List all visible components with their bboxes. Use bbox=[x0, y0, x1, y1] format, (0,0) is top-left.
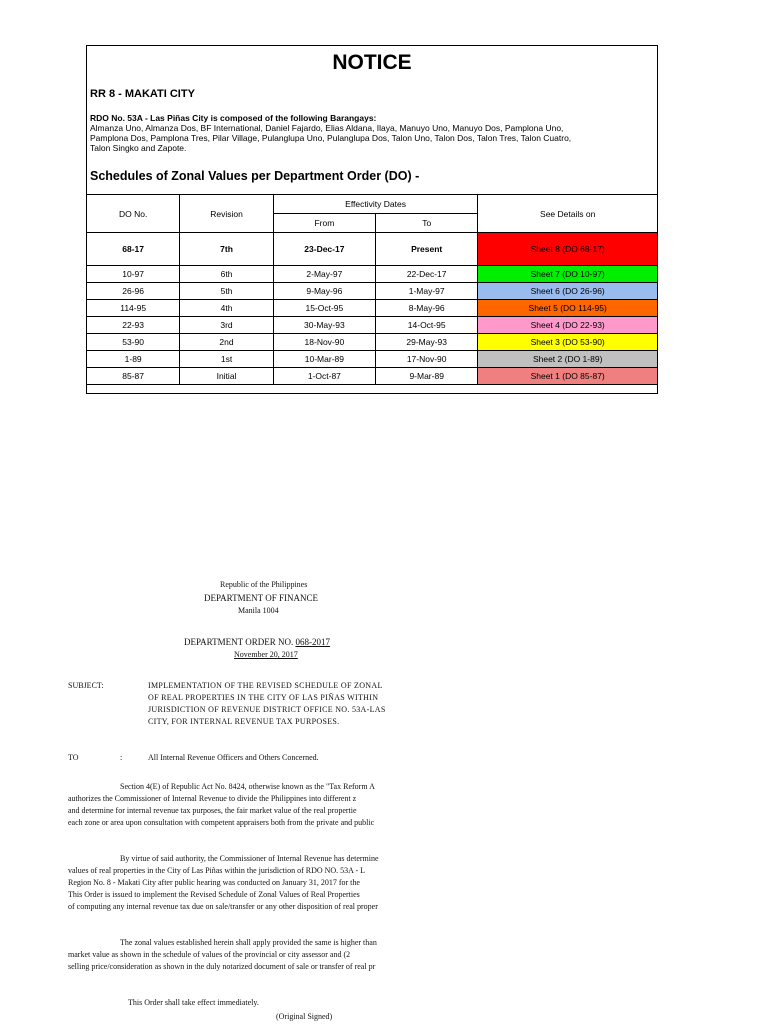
from-date-cell: 23-Dec-17 bbox=[273, 233, 375, 266]
to-label: TO bbox=[68, 753, 79, 762]
to-date-cell: Present bbox=[376, 233, 478, 266]
department-order-scan bbox=[62, 575, 494, 1024]
to-date-cell: 29-May-93 bbox=[376, 334, 478, 351]
from-date-cell: 15-Oct-95 bbox=[273, 300, 375, 317]
order-number-line bbox=[184, 636, 330, 648]
paragraph-line: each zone or area upon consultation with competent appraisers both from the private and public bbox=[68, 818, 375, 827]
paragraph-line: and determine for internal revenue tax purposes, the fair market value of the real propertie bbox=[68, 806, 357, 815]
sheet-link-cell[interactable]: Sheet 5 (DO 114-95) bbox=[478, 300, 658, 317]
header-from: From bbox=[273, 214, 375, 233]
from-date-cell: 2-May-97 bbox=[273, 266, 375, 283]
do-number-cell: 53-90 bbox=[87, 334, 180, 351]
barangay-line: Almanza Uno, Almanza Dos, BF International, Daniel Fajardo, Elias Aldana, Ilaya, Manuyo Uno, Manuyo Dos, Pamplona Uno, bbox=[90, 123, 564, 133]
to-colon: : bbox=[120, 753, 123, 762]
order-date: November 20, 2017 bbox=[234, 650, 298, 659]
paragraph-line: Region No. 8 - Makati City after public hearing was conducted on January 31, 2017 for the bbox=[68, 878, 360, 887]
from-date-cell: 18-Nov-90 bbox=[273, 334, 375, 351]
sheet-link-cell[interactable]: Sheet 8 (DO 68-17) bbox=[478, 233, 658, 266]
header-to: To bbox=[376, 214, 478, 233]
header-details: See Details on bbox=[478, 195, 658, 233]
do-number-cell: 22-93 bbox=[87, 317, 180, 334]
to-date-cell: 17-Nov-90 bbox=[376, 351, 478, 368]
table-row bbox=[87, 368, 658, 385]
sheet-link-cell[interactable]: Sheet 1 (DO 85-87) bbox=[478, 368, 658, 385]
from-date-cell: 30-May-93 bbox=[273, 317, 375, 334]
from-date-cell: 1-Oct-87 bbox=[273, 368, 375, 385]
table-row bbox=[87, 351, 658, 368]
do-number-cell: 85-87 bbox=[87, 368, 180, 385]
order-number-prefix: DEPARTMENT ORDER NO. bbox=[184, 637, 294, 647]
paragraph-line: By virtue of said authority, the Commissioner of Internal Revenue has determine bbox=[120, 854, 379, 863]
paragraph-line: Section 4(E) of Republic Act No. 8424, otherwise known as the "Tax Reform A bbox=[120, 782, 375, 791]
original-signed: (Original Signed) bbox=[276, 1012, 333, 1021]
to-date-cell: 1-May-97 bbox=[376, 283, 478, 300]
zonal-values-table bbox=[86, 194, 658, 385]
schedules-heading: Schedules of Zonal Values per Department Order (DO) - bbox=[90, 169, 420, 183]
paragraph-line: of computing any internal revenue tax due on sale/transfer or any other disposition of real proper bbox=[68, 902, 378, 911]
order-number: 068-2017 bbox=[295, 637, 330, 647]
notice-box bbox=[86, 45, 658, 394]
department-line: DEPARTMENT OF FINANCE bbox=[204, 593, 318, 603]
subject-line: CITY, FOR INTERNAL REVENUE TAX PURPOSES. bbox=[148, 717, 340, 726]
barangay-list bbox=[90, 123, 654, 153]
revision-cell: 7th bbox=[180, 233, 273, 266]
paragraph-line: The zonal values established herein shall apply provided the same is higher than bbox=[120, 938, 377, 947]
revision-cell: 5th bbox=[180, 283, 273, 300]
paragraph-line: This Order is issued to implement the Revised Schedule of Zonal Values of Real Properties bbox=[68, 890, 360, 899]
do-number-cell: 26-96 bbox=[87, 283, 180, 300]
table-row bbox=[87, 233, 658, 266]
revision-cell: Initial bbox=[180, 368, 273, 385]
revision-cell: 3rd bbox=[180, 317, 273, 334]
revision-cell: 6th bbox=[180, 266, 273, 283]
do-number-cell: 1-89 bbox=[87, 351, 180, 368]
effectivity-paragraph: This Order shall take effect immediately. bbox=[128, 998, 259, 1007]
sheet-link-cell[interactable]: Sheet 6 (DO 26-96) bbox=[478, 283, 658, 300]
header-do-no: DO No. bbox=[87, 195, 180, 233]
republic-line: Republic of the Philippines bbox=[220, 580, 308, 589]
subject-label: SUBJECT: bbox=[68, 681, 104, 690]
revision-cell: 1st bbox=[180, 351, 273, 368]
table-row bbox=[87, 300, 658, 317]
sheet-link-cell[interactable]: Sheet 2 (DO 1-89) bbox=[478, 351, 658, 368]
rdo-heading: RDO No. 53A - Las Piñas City is composed of the following Barangays: bbox=[90, 113, 377, 123]
paragraph-line: selling price/consideration as shown in the duly notarized document of sale or transfer of real pr bbox=[68, 962, 376, 971]
to-date-cell: 9-Mar-89 bbox=[376, 368, 478, 385]
subject-line: IMPLEMENTATION OF THE REVISED SCHEDULE OF ZONAL bbox=[148, 681, 383, 690]
notice-title: NOTICE bbox=[332, 51, 412, 74]
revision-cell: 4th bbox=[180, 300, 273, 317]
revision-cell: 2nd bbox=[180, 334, 273, 351]
sheet-link-cell[interactable]: Sheet 4 (DO 22-93) bbox=[478, 317, 658, 334]
paragraph-line: values of real properties in the City of Las Piñas within the jurisdiction of RDO NO. 53A - L bbox=[68, 866, 366, 875]
paragraph-line: market value as shown in the schedule of values of the provincial or city assessor and (2 bbox=[68, 950, 351, 959]
barangay-line: Pamplona Dos, Pamplona Tres, Pilar Village, Pulanglupa Uno, Pulanglupa Dos, Talon Uno, Talon Dos, Talon Tres, Talon Cuatro, bbox=[90, 133, 572, 143]
table-row bbox=[87, 266, 658, 283]
table-row bbox=[87, 334, 658, 351]
paragraph-line: authorizes the Commissioner of Internal Revenue to divide the Philippines into different z bbox=[68, 794, 357, 803]
header-revision: Revision bbox=[180, 195, 273, 233]
to-date-cell: 14-Oct-95 bbox=[376, 317, 478, 334]
barangay-line: Talon Singko and Zapote. bbox=[90, 143, 187, 153]
subject-line: OF REAL PROPERTIES IN THE CITY OF LAS PIÑAS WITHIN bbox=[148, 693, 379, 702]
do-number-cell: 68-17 bbox=[87, 233, 180, 266]
sheet-link-cell[interactable]: Sheet 7 (DO 10-97) bbox=[478, 266, 658, 283]
to-date-cell: 22-Dec-17 bbox=[376, 266, 478, 283]
table-row bbox=[87, 283, 658, 300]
region-label: RR 8 - MAKATI CITY bbox=[90, 88, 195, 100]
do-number-cell: 10-97 bbox=[87, 266, 180, 283]
to-date-cell: 8-May-96 bbox=[376, 300, 478, 317]
subject-line: JURISDICTION OF REVENUE DISTRICT OFFICE NO. 53A-LAS bbox=[148, 705, 386, 714]
table-row bbox=[87, 317, 658, 334]
header-effectivity: Effectivity Dates bbox=[273, 195, 478, 214]
city-line: Manila 1004 bbox=[238, 606, 279, 615]
to-text: All Internal Revenue Officers and Others Concerned. bbox=[148, 753, 319, 762]
from-date-cell: 9-May-96 bbox=[273, 283, 375, 300]
sheet-link-cell[interactable]: Sheet 3 (DO 53-90) bbox=[478, 334, 658, 351]
do-number-cell: 114-95 bbox=[87, 300, 180, 317]
from-date-cell: 10-Mar-89 bbox=[273, 351, 375, 368]
